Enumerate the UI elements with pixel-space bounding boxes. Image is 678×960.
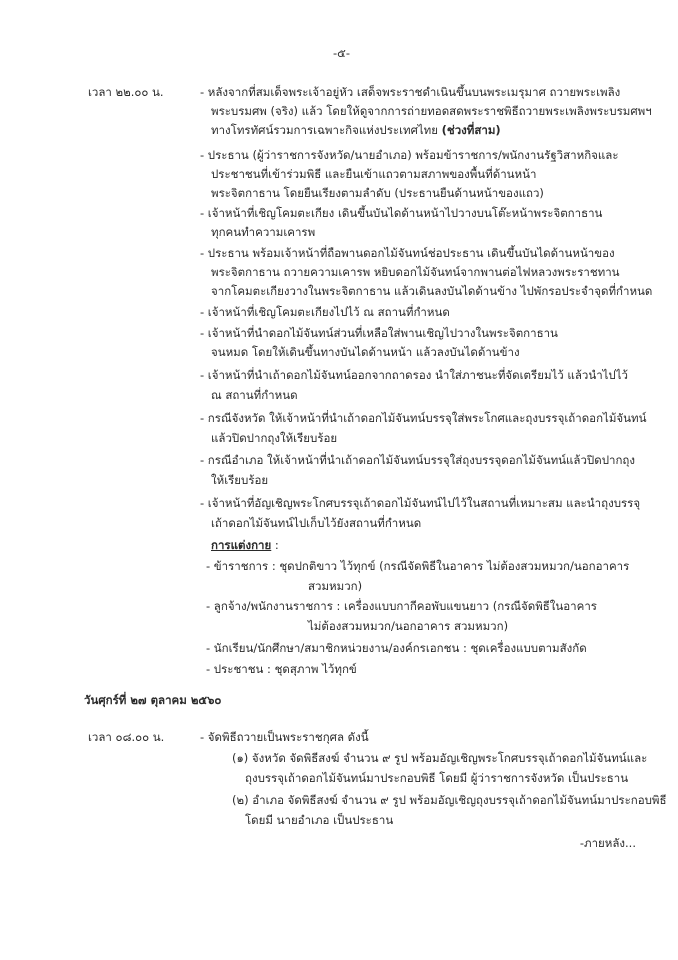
text-line: ให้เรียบร้อย — [211, 473, 269, 487]
time-label: เวลา ๐๘.๐๐ น. — [88, 730, 165, 744]
text-line: พระจิตกาธาน ถวายความเคารพ หยิบดอกไม้จันทน์จากพานต่อไฟหลวงพระราชทาน — [211, 265, 620, 279]
bold-phase-label: (ช่วงที่สาม) — [441, 123, 501, 137]
text-line: - ประธาน พร้อมเจ้าหน้าที่ถือพานดอกไม้จันทน์ช่อประธาน เดินขึ้นบันไดด้านหน้าของ — [200, 246, 615, 260]
text-line: ถุงบรรจุเถ้าดอกไม้จันทน์มาประกอบพิธี โดยมี ผู้ว่าราชการจังหวัด เป็นประธาน — [245, 771, 629, 785]
dress-line: - นักเรียน/นักศึกษา/สมาชิกหน่วยงาน/องค์กรเอกชน : ชุดเครื่องแบบตามสังกัด — [206, 641, 587, 655]
text-line: ประชาชนที่เข้าร่วมพิธี และยืนเข้าแถวตามสภาพของพื้นที่ด้านหน้า — [211, 167, 537, 181]
text-span: ทางโทรทัศน์รวมการเฉพาะกิจแห่งประเทศไทย — [211, 123, 438, 137]
text-line: เถ้าดอกไม้จันทน์ไปเก็บไว้ยังสถานที่กำหนด — [211, 516, 422, 530]
text-line: ทุกคนทำความเคารพ — [211, 225, 316, 239]
text-line: - หลังจากที่สมเด็จพระเจ้าอยู่หัว เสด็จพระราชดำเนินขึ้นบนพระเมรุมาศ ถวายพระเพลิง — [200, 85, 621, 99]
dress-heading — [211, 536, 279, 554]
text-line: - เจ้าหน้าที่เชิญโคมตะเกียง เดินขึ้นบันไดด้านหน้าไปวางบนโต๊ะหน้าพระจิตกาธาน — [200, 206, 603, 220]
time-label: เวลา ๒๒.๐๐ น. — [88, 85, 164, 99]
continuation-marker: -ภายหลัง... — [579, 836, 636, 850]
text-line: - เจ้าหน้าที่นำดอกไม้จันทน์ส่วนที่เหลือใส่พานเชิญไปวางในพระจิตกาธาน — [200, 326, 558, 340]
text-line: - กรณีอำเภอ ให้เจ้าหน้าที่นำเถ้าดอกไม้จันทน์บรรจุใส่ถุงบรรจุดอกไม้จันทน์แล้วปิดปากถุง — [200, 453, 635, 467]
dress-heading-colon: : — [271, 538, 279, 552]
text-line: - กรณีจังหวัด ให้เจ้าหน้าที่นำเถ้าดอกไม้จันทน์บรรจุใส่พระโกศและถุงบรรจุเถ้าดอกไม้จันทน์ — [200, 411, 647, 425]
text-line: จนหมด โดยให้เดินขึ้นทางบันไดด้านหน้า แล้วลงบันไดด้านข้าง — [211, 345, 520, 359]
dress-heading-text: การแต่งกาย — [211, 538, 272, 552]
dress-line: ไม่ต้องสวมหมวก/นอกอาคาร สวมหมวก) — [308, 619, 509, 633]
dress-line: สวมหมวก) — [308, 579, 363, 593]
text-line: (๑) จังหวัด จัดพิธีสงฆ์ จำนวน ๙ รูป พร้อมอัญเชิญพระโกศบรรจุเถ้าดอกไม้จันทน์และ — [232, 751, 648, 765]
text-line: (๒) อำเภอ จัดพิธีสงฆ์ จำนวน ๙ รูป พร้อมอัญเชิญถุงบรรจุเถ้าดอกไม้จันทน์มาประกอบพิธี — [232, 793, 667, 807]
dress-line: - ลูกจ้าง/พนักงานราชการ : เครื่องแบบกากีคอพับแขนยาว (กรณีจัดพิธีในอาคาร — [206, 599, 597, 613]
date-heading: วันศุกร์ที่ ๒๗ ตุลาคม ๒๕๖๐ — [84, 693, 222, 707]
text-line: - เจ้าหน้าที่เชิญโคมตะเกียงไปไว้ ณ สถานที่กำหนด — [200, 305, 450, 319]
text-line: พระบรมศพ (จริง) แล้ว โดยให้ดูจากการถ่ายทอดสดพระราชพิธีถวายพระเพลิงพระบรมศพฯ — [211, 104, 652, 118]
text-line: จากโคมตะเกียงวางในพระจิตกาธาน แล้วเดินลงบันไดด้านข้าง ไปพักรอประจำจุดที่กำหนด — [211, 284, 653, 298]
page-number: -๕- — [333, 46, 351, 60]
text-line: ณ สถานที่กำหนด — [211, 388, 298, 402]
dress-line: - ข้าราชการ : ชุดปกติขาว ไว้ทุกข์ (กรณีจัดพิธีในอาคาร ไม่ต้องสวมหมวก/นอกอาคาร — [206, 559, 630, 573]
text-line: - เจ้าหน้าที่นำเถ้าดอกไม้จันทน์ออกจากถาดรอง นำใส่ภาชนะที่จัดเตรียมไว้ แล้วนำไปไว้ — [200, 368, 628, 382]
text-line: - จัดพิธีถวายเป็นพระราชกุศล ดังนี้ — [200, 730, 369, 744]
text-line: - เจ้าหน้าที่อัญเชิญพระโกศบรรจุเถ้าดอกไม้จันทน์ไปไว้ในสถานที่เหมาะสม และนำถุงบรรจุ — [200, 496, 641, 510]
text-line: - ประธาน (ผู้ว่าราชการจังหวัด/นายอำเภอ) พร้อมข้าราชการ/พนักงานรัฐวิสาหกิจและ — [200, 148, 619, 162]
text-line — [211, 121, 501, 139]
text-line: แล้วปิดปากถุงให้เรียบร้อย — [211, 431, 338, 445]
dress-line: - ประชาชน : ชุดสุภาพ ไว้ทุกข์ — [206, 662, 357, 676]
text-line: โดยมี นายอำเภอ เป็นประธาน — [245, 813, 394, 827]
text-line: พระจิตกาธาน โดยยืนเรียงตามลำดับ (ประธานยืนด้านหน้าของแถว) — [211, 186, 544, 200]
